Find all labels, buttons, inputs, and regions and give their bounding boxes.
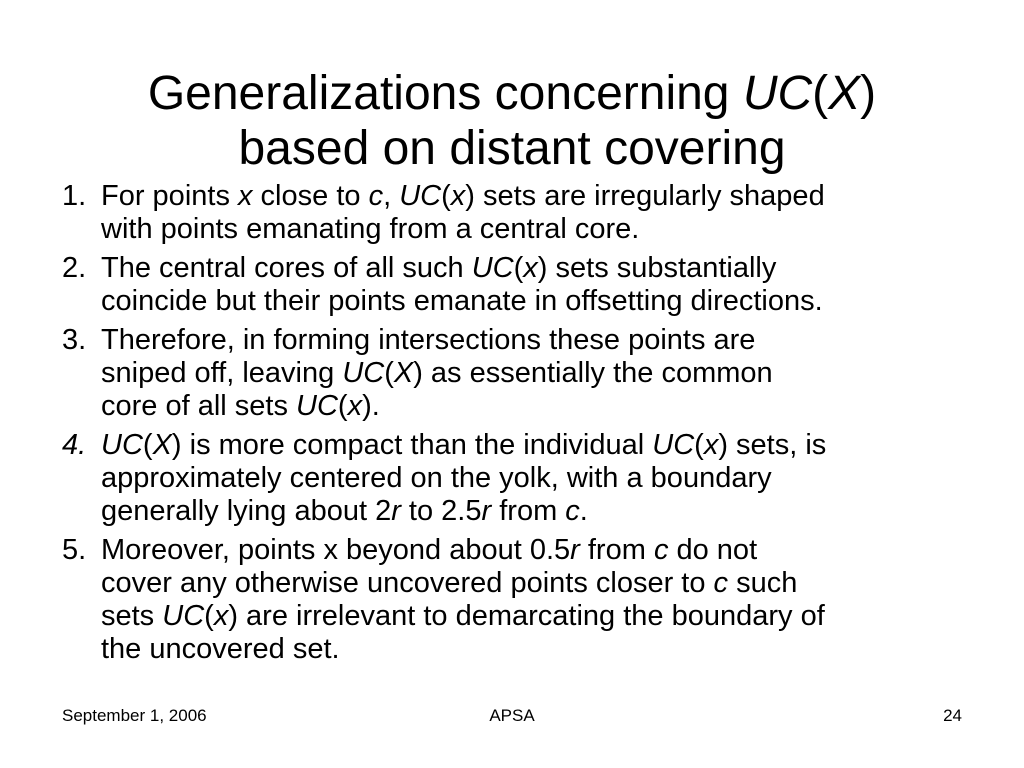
item-number: 3.	[62, 324, 87, 356]
list-item-1	[62, 180, 962, 246]
math-c: c	[713, 567, 729, 599]
item-number: 4.	[62, 429, 87, 461]
title-paren-close: )	[860, 67, 877, 121]
item-line	[101, 567, 962, 600]
math-c: c	[565, 495, 580, 527]
list-item-4	[62, 429, 962, 528]
list-item-3	[62, 324, 962, 423]
text: (	[384, 357, 394, 389]
item-line	[101, 252, 962, 285]
title-x: X	[828, 67, 861, 121]
text: ) sets, is	[718, 429, 827, 461]
text: to 2.5	[400, 495, 482, 527]
title-uc: UC	[742, 67, 813, 121]
item-line	[101, 180, 962, 213]
item-number: 5.	[62, 534, 87, 566]
text: (	[441, 180, 451, 212]
text: (	[694, 429, 704, 461]
text: sniped off, leaving	[101, 357, 343, 389]
math-x: x	[238, 180, 253, 212]
text: (	[513, 252, 524, 284]
text: The central cores of all such	[101, 252, 472, 284]
footer-page-number: 24	[943, 706, 962, 725]
math-uc: UC	[101, 429, 143, 461]
item-line	[101, 495, 962, 528]
text: (	[204, 600, 214, 632]
text: ) is more compact than the individual	[171, 429, 653, 461]
math-r: r	[481, 495, 492, 527]
math-x: x	[523, 252, 538, 284]
text: ) are irrelevant to demarcating the boundary of	[228, 600, 825, 632]
item-line: with points emanating from a central core.	[101, 213, 640, 245]
text: sets	[101, 600, 163, 632]
text: ) sets are irregularly shaped	[465, 180, 825, 212]
item-line	[101, 534, 962, 567]
item-line: the uncovered set.	[101, 633, 340, 665]
math-uc: UC	[342, 357, 385, 389]
bullet-list	[62, 180, 962, 672]
math-r: r	[570, 534, 580, 566]
math-uc: UC	[471, 252, 514, 284]
math-x: X	[393, 357, 414, 389]
slide-title	[0, 66, 1024, 176]
math-uc: UC	[296, 390, 338, 422]
math-uc: UC	[399, 180, 442, 212]
math-c: c	[368, 180, 384, 212]
text: Moreover, points x beyond about 0.5	[101, 534, 571, 566]
list-item-5	[62, 534, 962, 666]
math-x: X	[152, 429, 172, 461]
item-line: approximately centered on the yolk, with a boundary	[101, 462, 772, 494]
footer-date: September 1, 2006	[62, 706, 207, 725]
text: (	[142, 429, 153, 461]
item-number: 1.	[62, 180, 87, 212]
text: generally lying about 2	[101, 495, 392, 527]
math-r: r	[391, 495, 401, 527]
text: ) as essentially the common	[413, 357, 773, 389]
text: such	[728, 567, 798, 599]
item-number: 2.	[62, 252, 87, 284]
text: close to	[252, 180, 369, 212]
text: cover any otherwise uncovered points closer to	[101, 567, 714, 599]
math-x: x	[450, 180, 466, 212]
text: do not	[668, 534, 758, 566]
text: from	[491, 495, 566, 527]
text: ).	[362, 390, 380, 422]
title-line-2: based on distant covering	[238, 122, 786, 176]
math-x: x	[213, 600, 229, 632]
text: core of all sets	[101, 390, 297, 422]
title-line-1	[0, 66, 1024, 121]
text: ,	[383, 180, 400, 212]
title-text: Generalizations concerning	[147, 67, 743, 121]
text: from	[579, 534, 654, 566]
item-line	[101, 600, 962, 633]
title-paren-open: (	[812, 67, 829, 121]
footer-org: APSA	[489, 706, 535, 725]
item-line	[101, 357, 962, 390]
text: (	[337, 390, 348, 422]
item-line	[101, 390, 962, 423]
math-uc: UC	[652, 429, 695, 461]
math-c: c	[653, 534, 669, 566]
math-uc: UC	[162, 600, 205, 632]
item-line: coincide but their points emanate in offsetting directions.	[101, 285, 823, 317]
item-line: Therefore, in forming intersections these points are	[101, 324, 756, 356]
item-line	[101, 429, 962, 462]
text: For points	[101, 180, 238, 212]
text: .	[579, 495, 588, 527]
list-item-2	[62, 252, 962, 318]
math-x: x	[347, 390, 363, 422]
text: ) sets substantially	[537, 252, 777, 284]
math-x: x	[703, 429, 719, 461]
